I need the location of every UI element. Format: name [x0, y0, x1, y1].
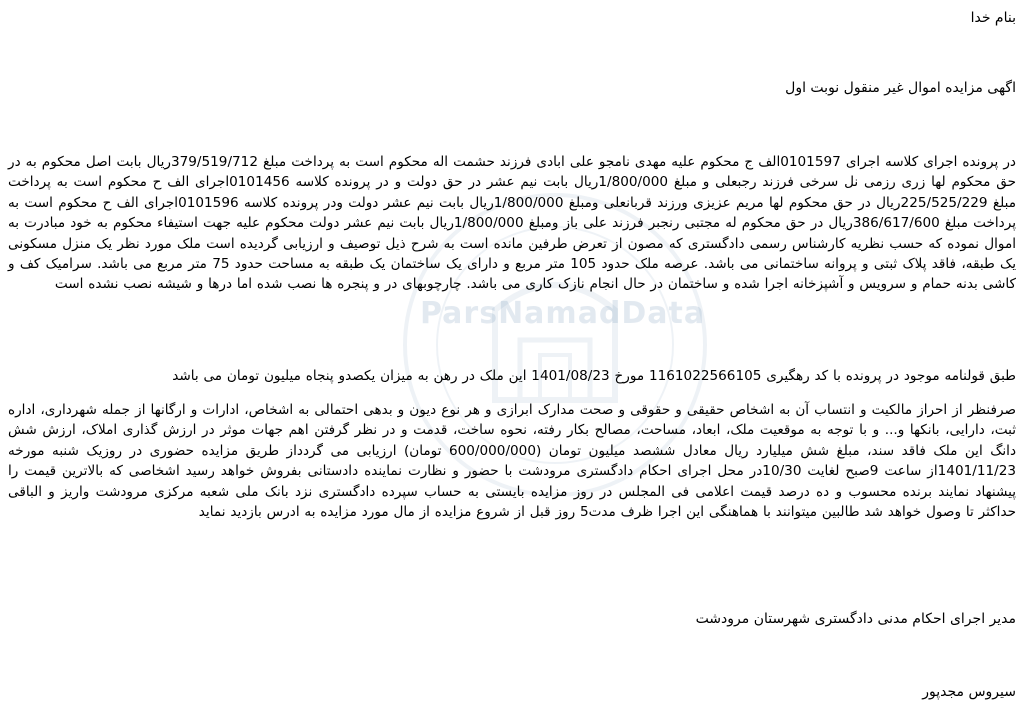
- deed-paragraph: طبق قولنامه موجود در پرونده با کد رهگیری 1161022566105 مورخ 1401/08/23 این ملک در رهن به میزان یکصدو پنجاه میلیون تومان می باشد: [172, 368, 1016, 384]
- terms-paragraph: صرفنظر از احراز مالکیت و انتساب آن به اشخاص حقیقی و حقوقی و صحت مدارک ابرازی و هر نوع دیون و بدهی احتمالی به اشخاص، ادارات و ارگانها از جمله شهرداری، اداره ثبت، دارایی، بانکها و... و با توجه به موقعیت ملک، ابعاد، مساحت، مصالح بکار رفته، نحوه ساخت، قدمت و در نظر گرفتن اهم جهات موثر در ارزش گذاری املاک، ارزش شش دانگ این ملک فاقد سند، مبلغ شش میلیارد ریال معادل ششصد میلیون تومان (600/000/000 تومان) ارزیابی می گردداز طریق مزایده حضوری در روزیک شنبه مورخه 1401/11/23از ساعت 9صبح لغایت 10/30در محل اجرای احکام دادگستری مرودشت با حضور و نظارت نماینده دادستانی بفروش خواهد رسید اشخاصی که بالاترین قیمت را پیشنهاد نمایند برنده محسوب و ده درصد قیمت اعلامی فی المجلس در روز مزایده بایستی به حساب سپرده دادگستری نزد بانک ملی شعبه مرکزی مرودشت واریز و الباقی حداکثر تا وصول خواهد شد طالبین میتوانند با هماهنگی این اجرا ظرف مدت5 روز قبل از شروع مزایده از مال مورد مزایده به ادرس بازدید نماید: [8, 402, 1017, 521]
- watermark-text: ParsNamadData: [420, 296, 706, 331]
- case-paragraph: در پرونده اجرای کلاسه اجرای 0101597الف ج محکوم علیه مهدی نامجو علی ابادی فرزند حشمت اله محکوم است به پرداخت مبلغ 379/519/712ریال بابت اصل محکوم به در حق محکوم لها زری رزمی نل سرخی فرزند رجبعلی و مبلغ 1/800/000ریال بابت نیم عشر در حق دولت و در پرونده کلاسه 0101456اجرای الف ح محکوم است به پرداخت مبلغ 225/525/229ریال در حق محکوم لها مریم عزیزی ورزند قربانعلی ومبلغ 1/800/000ریال بابت نیم عشر دولت ودر پرونده کلاسه 0101596اجرای الف ح محکوم است به پرداخت مبلغ 386/617/600ریال در حق محکوم له مجتبی رنجبر فرزند علی باز ومبلغ 1/800/000ریال بابت نیم عشر دولت محکوم علیه جهت استیفاء محکوم به خود مبادرت به اموال نموده که حسب نظریه کارشناس رسمی دادگستری که مصون از تعرض طرفین مانده است به شرح ذیل توصیف و ارزیابی گردیده است ملک مورد نظر یک منزل مسکونی یک طبقه، فاقد پلاک ثبتی و پروانه ساختمانی می باشد. عرصه ملک حدود 105 متر مربع و دارای یک ساختمان یک طبقه به مساحت حدود 75 متر مربع می باشد. سرامیک کف و کاشی بدنه حمام و سرویس و آشپزخانه اجرا شده و ساختمان در حال انجام نازک کاری می باشد. چارچوبهای در و پنجره ها نصب شده اما درها و شیشه نصب نشده است: [8, 154, 1017, 293]
- signature-title: مدیر اجرای احکام مدنی دادگستری شهرستان مرودشت: [695, 611, 1016, 627]
- bismillah-heading: بنام خدا: [970, 10, 1016, 26]
- notice-title: اگهی مزایده اموال غیر منقول نوبت اول: [785, 80, 1016, 96]
- signature-name: سیروس مجدپور: [922, 684, 1016, 700]
